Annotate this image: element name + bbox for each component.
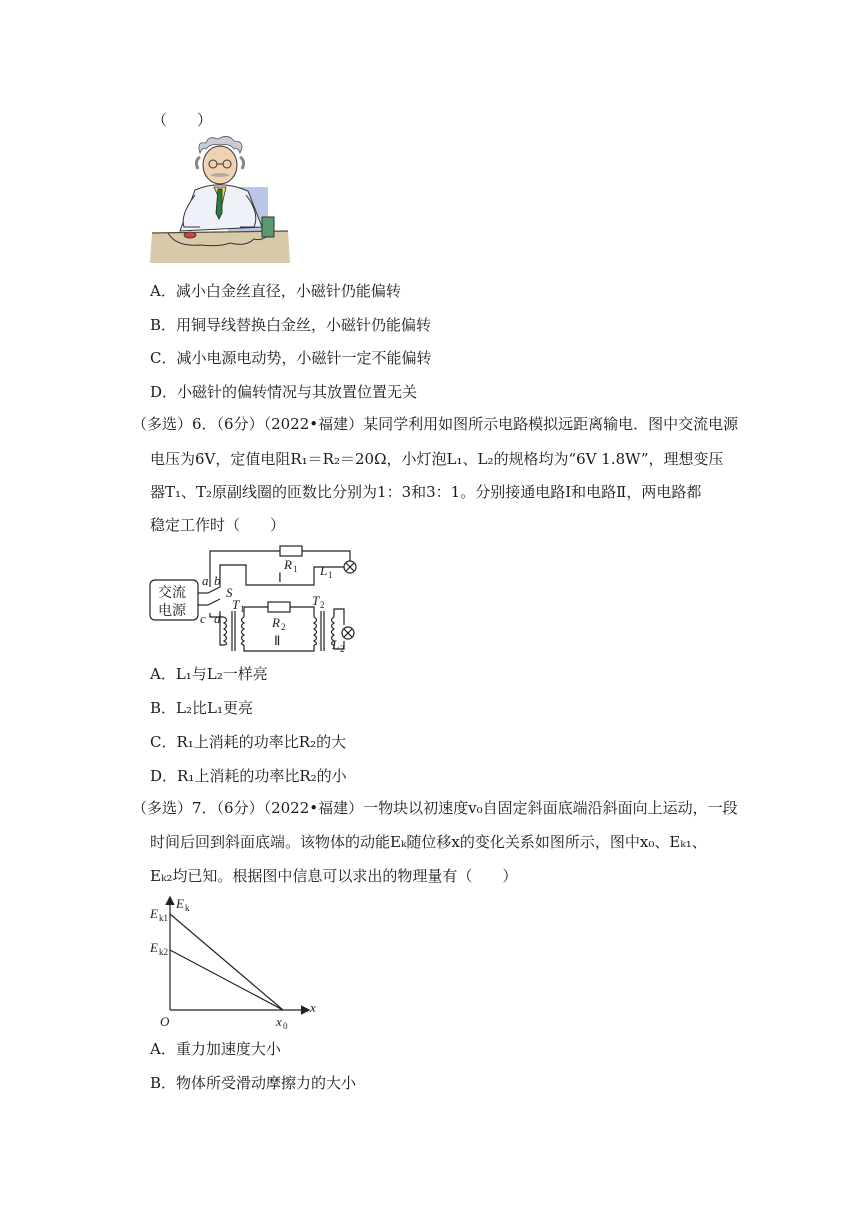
q6-option-b: B．L₂比L₁更亮 [150, 699, 253, 717]
q7-option-a: A．重力加速度大小 [150, 1040, 281, 1058]
terminal-d-label: d [214, 611, 221, 626]
circuit-diagram [148, 545, 363, 657]
ek2-label: E [150, 940, 158, 955]
transformer-t2-label: T [312, 593, 320, 608]
terminal-c-label: c [200, 611, 206, 626]
q5-option-c: C．减小电源电动势，小磁针一定不能偏转 [150, 349, 432, 367]
transformer-t1-label: T [232, 597, 240, 612]
lamp-l1-sub: 1 [328, 570, 333, 580]
ek-x-graph [146, 892, 326, 1032]
lamp-l2-label: L [332, 637, 340, 652]
y-axis-label: E [176, 896, 184, 911]
resistor-r1-label: R [284, 557, 292, 572]
lamp-l2-sub: 2 [340, 644, 345, 654]
transformer-t2-sub: 2 [320, 600, 325, 610]
q6-stem-line-3: 器T₁、T₂原副线圈的匝数比分别为1：3和3：1。分别接通电路Ⅰ和电路Ⅱ，两电路都 [150, 483, 702, 501]
terminal-b-label: b [214, 573, 221, 588]
ek1-label: E [150, 906, 158, 921]
resistor-r1-sub: 1 [293, 564, 298, 574]
ek1-sub: k1 [159, 913, 168, 923]
q6-option-a: A．L₁与L₂一样亮 [150, 665, 268, 683]
terminal-a-label: a [202, 573, 209, 588]
answer-parentheses: （ ） [152, 111, 213, 129]
q7-stem-line-3: Eₖ₂均已知。根据图中信息可以求出的物理量有（ ） [150, 867, 518, 885]
q5-option-a: A．减小白金丝直径，小磁针仍能偏转 [150, 282, 401, 300]
scientist-illustration [150, 135, 290, 263]
ek2-sub: k2 [159, 947, 168, 957]
x0-label: x [276, 1014, 282, 1029]
ac-source-label-1: 交流 [158, 585, 186, 601]
circuit-1-label: Ⅰ [278, 570, 282, 585]
transformer-t1-sub: 1 [240, 604, 245, 614]
q6-option-c: C．R₁上消耗的功率比R₂的大 [150, 733, 347, 751]
y-axis-sub: k [185, 903, 190, 913]
x-axis-label: x [310, 1000, 316, 1015]
lamp-l1-label: L [320, 563, 328, 578]
q7-option-b: B．物体所受滑动摩擦力的大小 [150, 1074, 357, 1092]
switch-s-label: S [226, 585, 233, 600]
ac-source-label-2: 电源 [158, 603, 186, 619]
q7-stem-line-1: （多选）7．（6分）（2022•福建）一物块以初速度v₀自固定斜面底端沿斜面向上运动，一段 [132, 799, 738, 817]
circuit-2-label: Ⅱ [274, 633, 281, 648]
q7-stem-line-2: 时间后回到斜面底端。该物体的动能Eₖ随位移x的变化关系如图所示，图中x₀、Eₖ₁、 [150, 833, 707, 851]
q5-option-d: D．小磁针的偏转情况与其放置位置无关 [150, 383, 418, 401]
q6-stem-line-2: 电压为6V，定值电阻R₁＝R₂＝20Ω，小灯泡L₁、L₂的规格均为“6V 1.8W”，理想变压 [150, 450, 724, 468]
resistor-r2-sub: 2 [281, 622, 286, 632]
q6-option-d: D．R₁上消耗的功率比R₂的小 [150, 767, 347, 785]
x0-sub: 0 [283, 1021, 288, 1031]
q6-stem-line-1: （多选）6．（6分）（2022•福建）某同学利用如图所示电路模拟远距离输电．图中交流电源 [132, 415, 739, 433]
q6-stem-line-4: 稳定工作时（ ） [150, 516, 286, 534]
q5-option-b: B．用铜导线替换白金丝，小磁针仍能偏转 [150, 316, 432, 334]
origin-label: O [160, 1014, 170, 1029]
resistor-r2-label: R [272, 615, 280, 630]
